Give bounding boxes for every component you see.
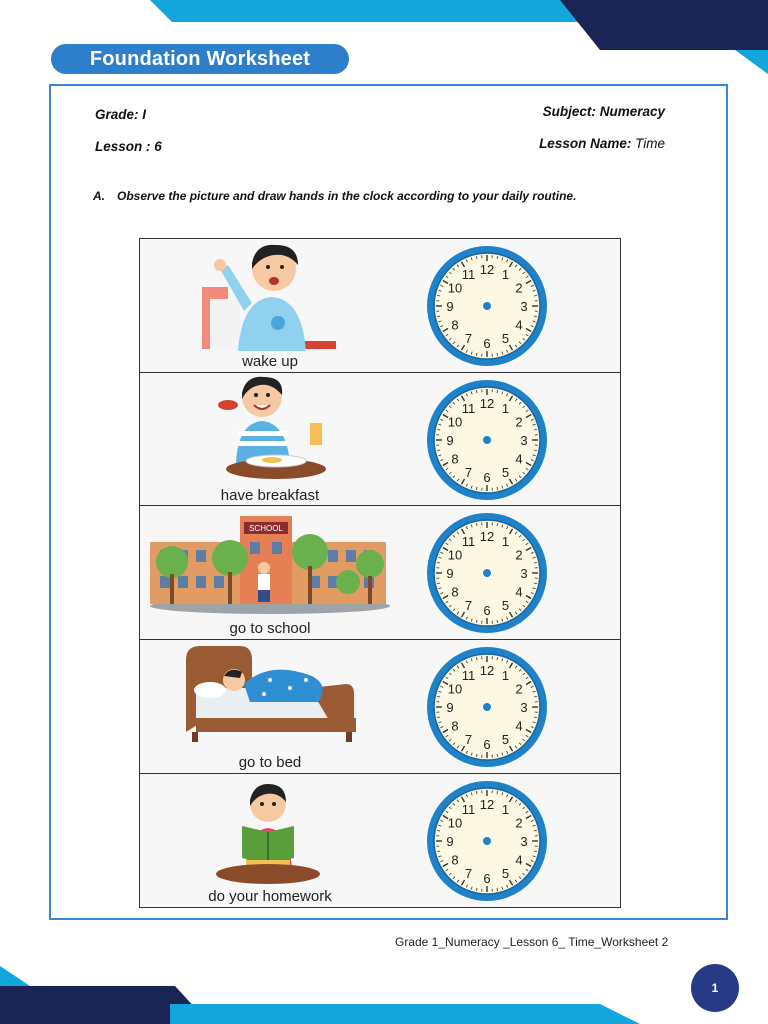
clock-number: 9 (446, 566, 454, 581)
clock-face-icon[interactable] (424, 644, 550, 770)
clock-number: 9 (446, 834, 454, 849)
clock-number: 11 (461, 266, 476, 282)
activity-caption: have breakfast (220, 487, 320, 504)
clock-center (483, 569, 491, 577)
clock-number: 7 (464, 598, 473, 614)
instruction (93, 189, 576, 203)
clock-number: 5 (501, 465, 510, 481)
clock-number: 11 (461, 400, 476, 416)
boy-reading-book-icon (140, 774, 400, 886)
clock-number: 6 (483, 470, 491, 485)
clock-number: 1 (501, 801, 510, 817)
clock-number: 4 (515, 451, 523, 467)
clock-number: 9 (446, 299, 454, 314)
clock-number: 9 (446, 433, 454, 448)
boy-eating-breakfast-icon (140, 373, 400, 485)
school-building-icon (140, 506, 400, 618)
clock-center (483, 302, 491, 310)
clock-number: 3 (520, 433, 528, 448)
clock-face-icon[interactable] (424, 377, 550, 503)
footer-text: Grade 1_Numeracy _Lesson 6_ Time_Worksheet 2 (395, 935, 669, 949)
clock-number: 5 (501, 331, 510, 347)
clock-number: 10 (447, 547, 463, 563)
clock-number: 6 (483, 871, 491, 886)
clock-number: 3 (520, 299, 528, 314)
clock-number: 2 (515, 414, 523, 430)
clock-number: 8 (451, 718, 459, 734)
clock-number: 11 (461, 667, 476, 683)
clock-number: 10 (447, 414, 463, 430)
lesson-name-label: Lesson Name: (539, 136, 632, 151)
clock-number: 10 (447, 280, 463, 296)
clock-number: 8 (451, 584, 459, 600)
clock-number: 11 (461, 533, 476, 549)
routine-row (140, 506, 620, 640)
worksheet-title: Foundation Worksheet (51, 44, 349, 74)
routine-row (140, 774, 620, 907)
subject-line (543, 104, 665, 119)
svg-text:SCHOOL: SCHOOL (249, 524, 283, 533)
header-decoration-band (150, 0, 610, 22)
header-decoration-band-dark (560, 0, 768, 50)
clock-center (483, 703, 491, 711)
clock-number: 3 (520, 834, 528, 849)
clock-number: 8 (451, 451, 459, 467)
clock-face-icon[interactable] (424, 243, 550, 369)
boy-sleeping-bed-icon (140, 640, 400, 752)
subject-label: Subject: (542, 104, 596, 119)
clock-number: 1 (501, 533, 510, 549)
clock-number: 1 (501, 667, 510, 683)
clock-number: 12 (479, 529, 495, 544)
routine-row (140, 640, 620, 774)
clock-number: 2 (515, 547, 523, 563)
clock-number: 4 (515, 317, 523, 333)
routine-row (140, 373, 620, 506)
grade-line (95, 107, 146, 122)
clock-number: 2 (515, 815, 523, 831)
clock-number: 8 (451, 852, 459, 868)
lesson-line (95, 139, 162, 154)
clock-face-icon[interactable] (424, 510, 550, 636)
clock-number: 8 (451, 317, 459, 333)
activity-caption: wake up (242, 353, 298, 370)
clock-number: 7 (464, 866, 473, 882)
clock-number: 11 (461, 801, 476, 817)
grade-label: Grade: (95, 107, 139, 122)
clock-number: 1 (501, 400, 510, 416)
activity-caption: do your homework (208, 888, 332, 905)
clock-number: 5 (501, 732, 510, 748)
instruction-letter: A. (93, 189, 105, 203)
activity-caption: go to school (229, 620, 311, 637)
clock-number: 6 (483, 603, 491, 618)
clock-number: 3 (520, 566, 528, 581)
clock-number: 10 (447, 815, 463, 831)
header-decoration-corner (735, 50, 768, 74)
lesson-label: Lesson : (95, 139, 151, 154)
clock-center (483, 837, 491, 845)
clock-number: 12 (479, 396, 495, 411)
clock-number: 10 (447, 681, 463, 697)
footer-decoration-band (170, 1004, 768, 1024)
clock-number: 2 (515, 280, 523, 296)
instruction-text: Observe the picture and draw hands in the clock according to your daily routine. (117, 189, 577, 203)
clock-number: 7 (464, 732, 473, 748)
clock-number: 4 (515, 852, 523, 868)
clock-number: 2 (515, 681, 523, 697)
clock-number: 4 (515, 718, 523, 734)
clock-number: 9 (446, 700, 454, 715)
grade-value: I (142, 107, 147, 122)
boy-waking-up-icon (140, 239, 400, 351)
footer-decoration-corner (0, 966, 30, 986)
clock-number: 5 (501, 866, 510, 882)
routine-row (140, 239, 620, 373)
clock-number: 7 (464, 465, 473, 481)
clock-number: 4 (515, 584, 523, 600)
activity-caption: go to bed (238, 754, 302, 771)
clock-number: 12 (479, 262, 495, 277)
subject-value: Numeracy (599, 104, 665, 119)
lesson-name-value: Time (635, 136, 665, 151)
clock-number: 12 (479, 797, 495, 812)
clock-number: 6 (483, 737, 491, 752)
clock-number: 3 (520, 700, 528, 715)
clock-number: 7 (464, 331, 473, 347)
page-number: 1 (691, 964, 739, 1012)
clock-number: 6 (483, 336, 491, 351)
clock-face-icon[interactable] (424, 778, 550, 904)
lesson-value: 6 (154, 139, 162, 154)
clock-number: 5 (501, 598, 510, 614)
clock-number: 1 (501, 266, 510, 282)
lesson-name-line (539, 136, 665, 151)
clock-center (483, 436, 491, 444)
clock-number: 12 (479, 663, 495, 678)
routine-table (139, 238, 621, 908)
